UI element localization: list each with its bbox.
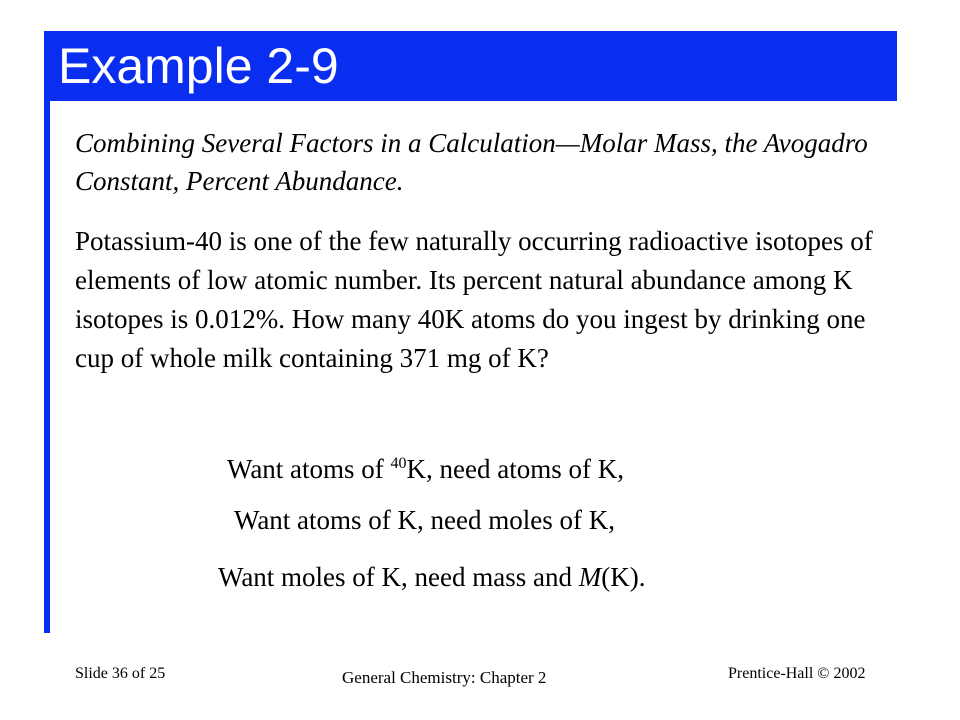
step-line-1-suffix: K, need atoms of K, bbox=[406, 454, 624, 484]
step-line-3-suffix: (K). bbox=[601, 562, 646, 592]
copyright-label: Prentice-Hall © 2002 bbox=[728, 665, 866, 682]
slide-number: Slide 36 of 25 bbox=[75, 665, 166, 682]
title-bar bbox=[48, 31, 897, 101]
step-line-1 bbox=[227, 452, 624, 486]
step-line-2: Want atoms of K, need moles of K, bbox=[234, 505, 615, 535]
slide-title: Example 2-9 bbox=[58, 38, 339, 94]
step-line-3-prefix: Want moles of K, need mass and bbox=[218, 562, 579, 592]
step-line-1-prefix: Want atoms of bbox=[227, 454, 391, 484]
course-label: General Chemistry: Chapter 2 bbox=[342, 668, 547, 687]
isotope-superscript: 40 bbox=[390, 455, 407, 472]
molar-mass-symbol: M bbox=[578, 562, 602, 592]
problem-statement: Potassium-40 is one of the few naturally occurring radioactive isotopes of elements of low atomic number. Its percent natural abundance among K isotopes is 0.012%. How many 40K atoms do you ingest by drinking one cup of whole milk containing 371 mg of K? bbox=[75, 226, 873, 373]
slide-subtitle: Combining Several Factors in a Calculation—Molar Mass, the Avogadro Constant, Percent Abundance. bbox=[75, 128, 868, 196]
left-accent-rule bbox=[44, 31, 50, 633]
step-line-3 bbox=[218, 560, 645, 594]
